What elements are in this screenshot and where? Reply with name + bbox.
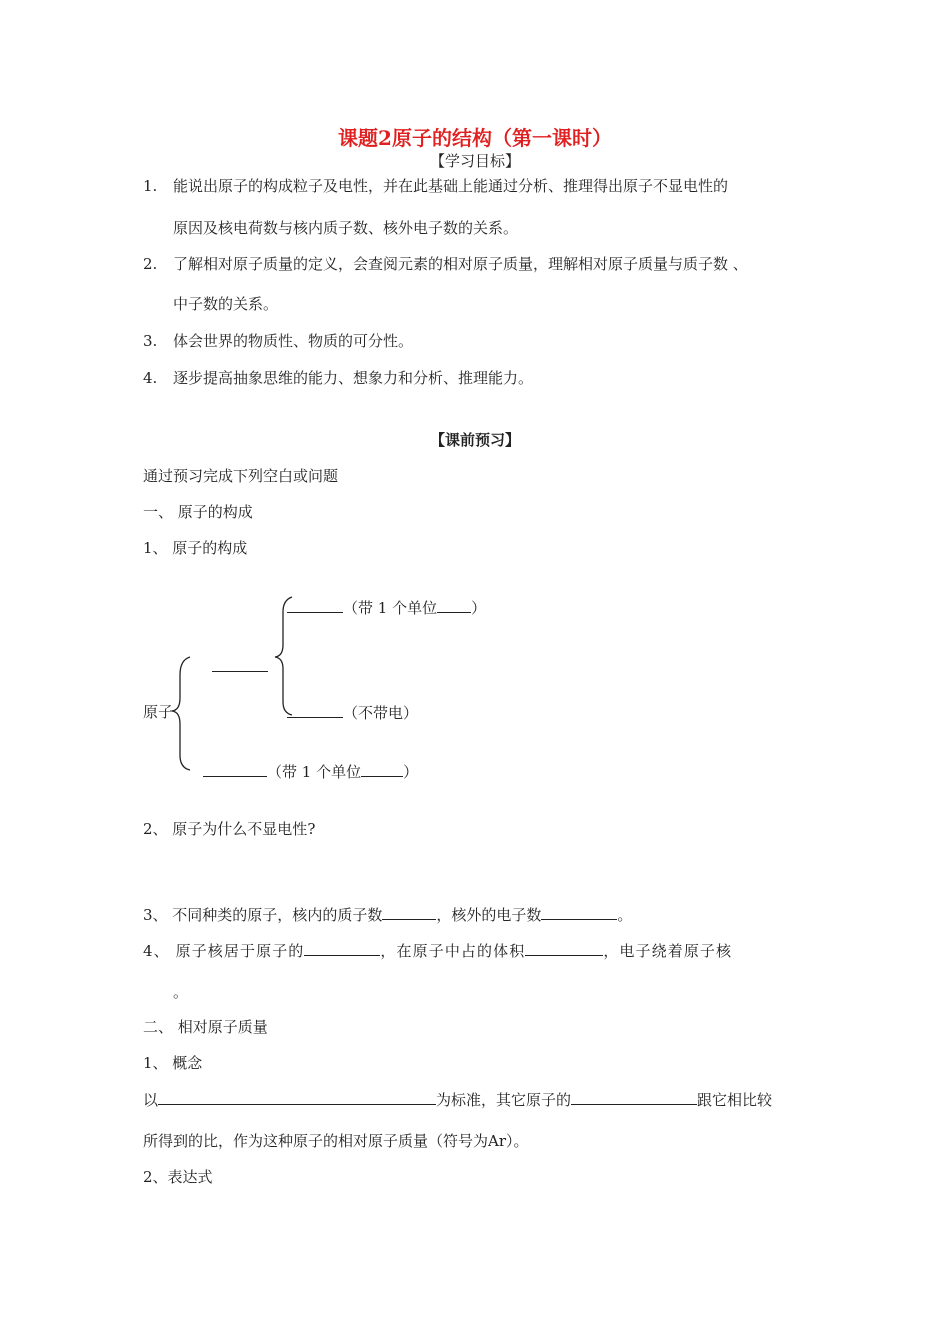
nucleus-position-blank[interactable] [304,940,380,956]
question-1: 1、 原子的构成 [143,539,248,557]
question-4-end: 。 [173,983,189,1001]
concept-text-mid: 为标准，其它原子的 [436,1091,572,1109]
standard-blank[interactable] [158,1089,436,1105]
objectives-heading: 【学习目标】 [429,152,520,170]
concept-text-end: 跟它相比较 [697,1091,773,1109]
proton-blank[interactable] [287,597,343,613]
electron-note: （带 1 个单位 [267,763,362,781]
question-4-mid1: ，在原子中占的体积 [380,942,526,960]
question-3 [143,904,632,925]
question-3-end: 。 [617,906,633,924]
objective-text: 体会世界的物质性、物质的可分性。 [173,332,414,350]
atom-label: 原子 [143,703,174,721]
objective-text: 能说出原子的构成粒子及电性，并在此基础上能通过分析、推理得出原子不显电性的 [173,177,729,195]
section-heading-structure: 一、 原子的构成 [143,503,253,521]
concept-text-start: 以 [143,1091,159,1109]
objective-text-continued: 中子数的关系。 [173,295,279,313]
neutron-note: （不带电） [343,704,419,722]
neutron-row [287,702,418,723]
objective-text: 了解相对原子质量的定义，会查阅元素的相对原子质量，理解相对原子质量与质子数 、 [173,255,748,273]
objective-text-continued: 原因及核电荷数与核内质子数、核外电子数的关系。 [173,219,519,237]
proton-charge-blank[interactable] [437,597,471,613]
question-3-mid: ，核外的电子数 [436,906,542,924]
actual-mass-blank[interactable] [571,1089,697,1105]
proton-note-close: ） [471,599,487,617]
nucleus-volume-blank[interactable] [525,940,603,956]
nucleus-blank[interactable] [212,656,268,672]
proton-note: （带 1 个单位 [343,599,438,617]
electron-note-close: ） [403,763,419,781]
page-title: 课题2原子的结构（第一课时） [338,126,612,150]
electron-charge-blank[interactable] [361,761,403,777]
objective-number: 3. [143,332,158,350]
question-4-text: 4、 原子核居于原子的 [143,942,305,960]
question-3-text: 3、 不同种类的原子，核内的质子数 [143,906,383,924]
electron-count-blank[interactable] [541,904,617,920]
objective-number: 2. [143,255,158,273]
electron-blank[interactable] [203,761,267,777]
question-2: 2、 原子为什么不显电性? [143,820,316,838]
proton-row [287,597,486,618]
preview-intro: 通过预习完成下列空白或问题 [143,467,339,485]
section-heading-mass: 二、 相对原子质量 [143,1018,268,1036]
proton-count-blank[interactable] [382,904,436,920]
question-expression: 2、表达式 [143,1168,213,1186]
concept-sentence-continued: 所得到的比，作为这种原子的相对原子质量（符号为Ar）。 [143,1132,529,1150]
neutron-blank[interactable] [287,702,343,718]
question-concept: 1、 概念 [143,1054,203,1072]
objective-text: 逐步提高抽象思维的能力、想象力和分析、推理能力。 [173,369,534,387]
preview-heading: 【课前预习】 [429,431,520,449]
question-4 [143,940,732,961]
objective-number: 4. [143,369,158,387]
electron-row [203,761,418,782]
concept-sentence [143,1089,772,1110]
objective-number: 1. [143,177,158,195]
question-4-mid2: ，电子绕着原子核 [603,942,733,960]
